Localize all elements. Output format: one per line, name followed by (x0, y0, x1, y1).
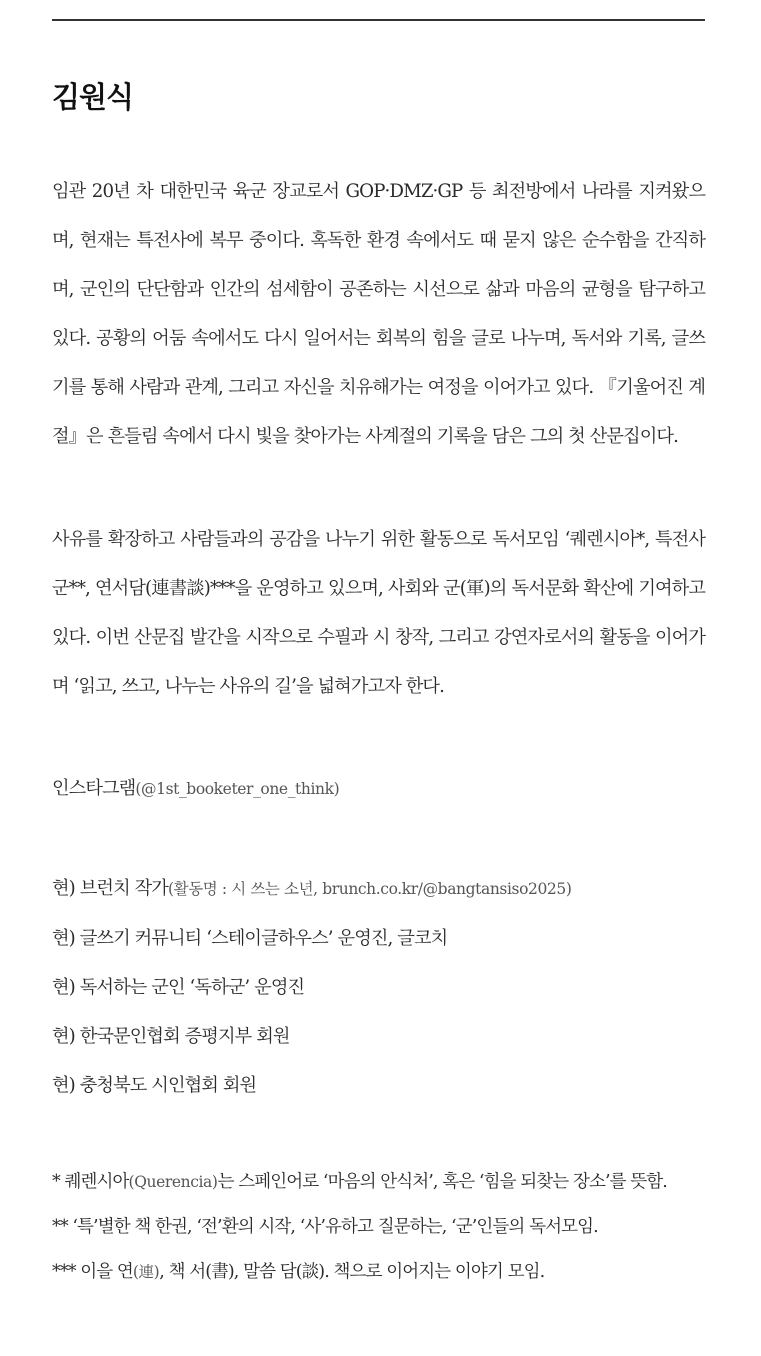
career-item (52, 1061, 705, 1110)
instagram-line (52, 764, 705, 814)
career-list (52, 864, 705, 1110)
footnote-text-tail: 는 스페인어로 ‘마음의 안식처’, 혹은 ‘힘을 되찾는 장소’를 뜻함. (217, 1172, 667, 1192)
top-divider (52, 19, 705, 21)
bio-paragraph-2: 사유를 확장하고 사람들과의 공감을 나누기 위한 활동으로 독서모임 ‘퀘렌시아*, 특전사군**, 연서담(連書談)***을 운영하고 있으며, 사회와 군(軍)의 독서문화 확산에 기여하고 있다. 이번 산문집 발간을 시작으로 수필과 시 창작, 그리고 강연자로서의 활동을 이어가며 ‘읽고, 쓰고, 나누는 사유의 길’을 넓혀가고자 한다. (52, 529, 705, 697)
career-item (52, 963, 705, 1012)
instagram-label: 인스타그램 (52, 778, 136, 799)
footnote-text: *** 이을 연 (52, 1262, 133, 1282)
footnote-text: ** ‘특’별한 책 한권, ‘전’환의 시작, ‘사’유하고 질문하는, ‘군’인들의 독서모임. (52, 1217, 598, 1237)
footnote (52, 1250, 705, 1295)
author-name: 김원식 (52, 80, 134, 114)
footnote-subtext: (連) (132, 1263, 160, 1281)
career-item (52, 864, 705, 914)
footnote-text-tail: , 책 서(書), 말씀 담(談). 책으로 이어지는 이야기 모임. (159, 1262, 545, 1282)
footnotes (52, 1160, 705, 1295)
career-text: 현) 글쓰기 커뮤니티 ‘스테이글하우스’ 운영진, 글코치 (52, 928, 448, 949)
footnote-text: * 퀘렌시아 (52, 1172, 129, 1192)
career-text: 현) 한국문인협회 증평지부 회원 (52, 1026, 290, 1047)
bio-paragraph-1: 임관 20년 차 대한민국 육군 장교로서 GOP·DMZ·GP 등 최전방에서 나라를 지켜왔으며, 현재는 특전사에 복무 중이다. 혹독한 환경 속에서도 때 묻지 않은 순수함을 간직하며, 군인의 단단함과 인간의 섬세함이 공존하는 시선으로 삶과 마음의 균형을 탐구하고 있다. 공황의 어둠 속에서도 다시 일어서는 회복의 힘을 글로 나누며, 독서와 기록, 글쓰기를 통해 사람과 관계, 그리고 자신을 치유해가는 여정을 이어가고 있다. 『기울어진 계절』은 흔들림 속에서 다시 빛을 찾아가는 사계절의 기록을 담은 그의 첫 산문집이다. (52, 181, 705, 447)
career-subtext: (활동명 : 시 쓰는 소년, brunch.co.kr/@bangtansiso2025) (167, 880, 572, 898)
career-item (52, 914, 705, 963)
career-text: 현) 브런치 작가 (52, 878, 168, 899)
footnote-subtext: (Querencia) (128, 1173, 218, 1191)
career-text: 현) 독서하는 군인 ‘독하군’ 운영진 (52, 977, 305, 998)
instagram-handle[interactable]: (@1st_booketer_one_think) (135, 780, 340, 798)
footnote (52, 1205, 705, 1250)
career-item (52, 1012, 705, 1061)
author-profile-page (52, 0, 705, 1295)
career-text: 현) 충청북도 시인협회 회원 (52, 1075, 257, 1096)
footnote (52, 1160, 705, 1205)
